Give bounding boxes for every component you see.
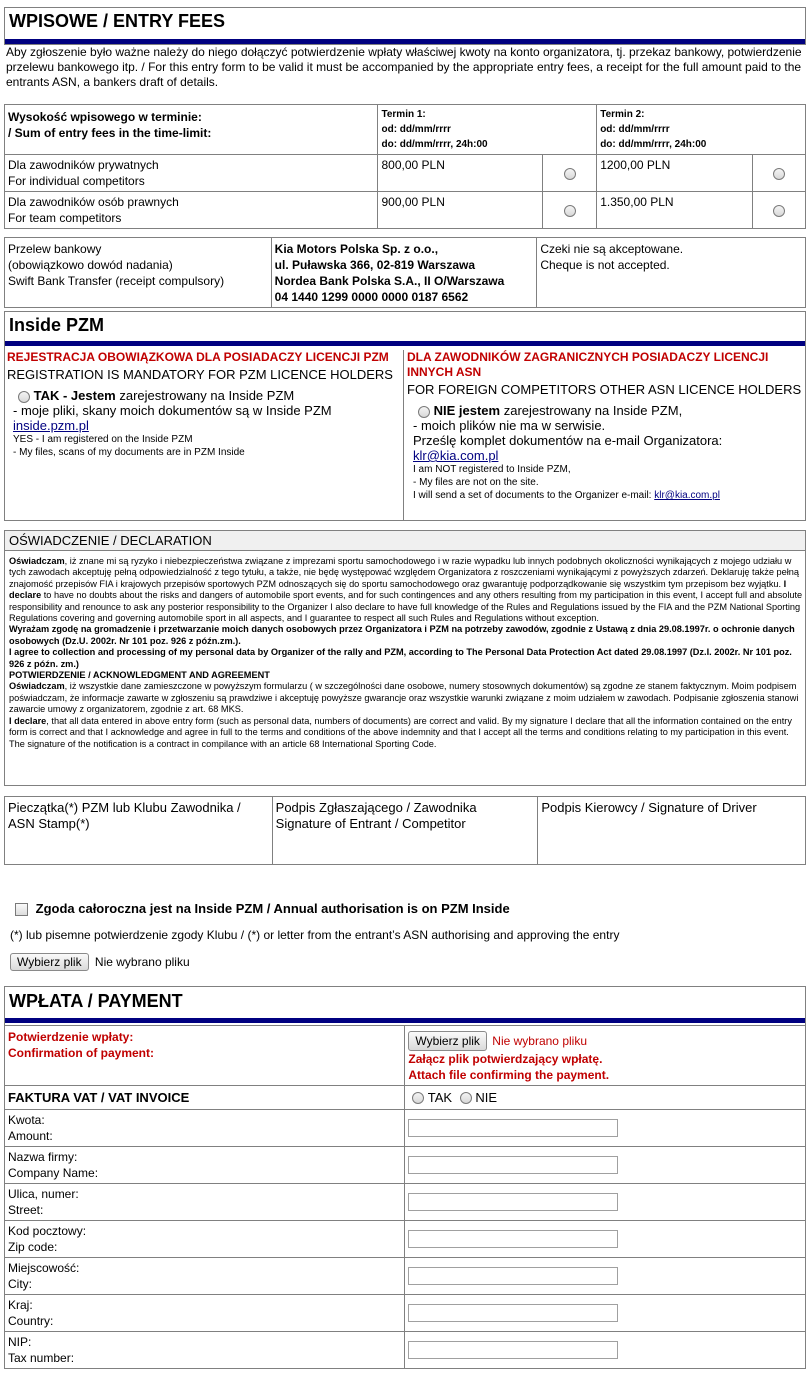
inside-pzm-title: Inside PZM [9,315,105,335]
company-name-label: Nazwa firmy: Company Name: [5,1147,405,1184]
inside-pzm-right-column [407,350,803,502]
signatures-table [4,796,806,865]
vat-invoice-label: FAKTURA VAT / VAT INVOICE [5,1086,405,1110]
registered-yes-desc: - moje pliki, skany moich dokumentów są w Inside PZM [13,403,332,418]
entry-fees-table [4,104,806,229]
navy-divider [5,1018,805,1023]
fee-term1-radio[interactable] [564,205,576,217]
payment-confirmation-label: Potwierdzenie wpłaty: Confirmation of payment: [5,1026,405,1086]
declaration-section [4,530,806,786]
zip-code-input[interactable] [408,1230,618,1248]
bank-account-details: Kia Motors Polska Sp. z o.o., ul. Puławska 366, 02-819 Warszawa Nordea Bank Polska S.A., II O/Warszawa 04 1440 1299 0000 0000 0187 6562 [271,238,537,308]
table-row [5,1258,806,1295]
entrant-signature-field: Podpis Zgłaszającego / Zawodnika Signature of Entrant / Competitor [272,797,538,865]
asn-letter-note: (*) lub pisemne potwierdzenie zgody Klubu / (*) or letter from the entrant’s ASN authorising and approving the entry [10,928,620,942]
country-label: Kraj: Country: [5,1295,405,1332]
declaration-title: OŚWIADCZENIE / DECLARATION [5,531,805,551]
organizer-email-link[interactable]: klr@kia.com.pl [413,448,499,463]
table-row [5,1221,806,1258]
term1-header: Termin 1: od: dd/mm/rrrr do: dd/mm/rrrr, 24h:00 [378,105,597,155]
registered-yes-en: YES - I am registered on the Inside PZM [13,434,193,445]
registered-no-en-send: I will send a set of documents to the Organizer e-mail: klr@kia.com.pl [413,490,720,501]
choose-file-button[interactable]: Wybierz plik [10,953,89,971]
fee-term1-radio[interactable] [564,168,576,180]
registered-no-en: I am NOT registered to Inside PZM, [413,464,571,475]
payment-header [4,986,806,1026]
street-input[interactable] [408,1193,618,1211]
bank-transfer-table [4,237,806,308]
inside-pzm-left-column [7,350,404,520]
city-input[interactable] [408,1267,618,1285]
foreign-competitors-subheading: FOR FOREIGN COMPETITORS OTHER ASN LICENCE HOLDERS [407,382,802,397]
registered-no-desc: - moich plików nie ma w serwisie. [413,418,606,433]
registered-yes-option: TAK - Jestem zarejestrowany na Inside PZM [7,388,403,403]
amount-input[interactable] [408,1119,618,1137]
attach-file-note-en: Attach file confirming the payment. [408,1068,610,1082]
inside-pzm-section [4,311,806,521]
street-label: Ulica, numer: Street: [5,1184,405,1221]
tax-number-label: NIP: Tax number: [5,1332,405,1369]
table-row [5,1184,806,1221]
bank-transfer-label: Przelew bankowy (obowiązkowo dowód nadania) Swift Bank Transfer (receipt compulsory) [5,238,272,308]
fee-term2-radio[interactable] [773,205,785,217]
registered-yes-en-files: - My files, scans of my documents are in PZM Inside [13,447,245,458]
annual-authorisation-label: Zgoda całoroczna jest na Inside PZM / Annual authorisation is on PZM Inside [35,901,510,916]
organizer-email-link-small[interactable]: klr@kia.com.pl [654,490,720,501]
country-input[interactable] [408,1304,618,1322]
table-row [5,1147,806,1184]
vat-invoice-no-label: NIE [475,1089,497,1105]
table-row [5,1332,806,1369]
city-label: Miejscowość: City: [5,1258,405,1295]
foreign-competitors-heading: DLA ZAWODNIKÓW ZAGRANICZNYCH POSIADACZY LICENCJI INNYCH ASN [407,350,769,379]
registered-no-en-files: - My files are not on the site. [413,477,539,488]
navy-divider [5,39,805,44]
fee-term1-value: 900,00 PLN [378,192,543,229]
entry-fees-intro: Aby zgłoszenie było ważne należy do niego dołączyć potwierdzenie wpłaty właściwej kwoty na konto organizatora, tj. przekaz bankowy, potwierdzenie przelewu bankowego itp. / For this entry form to be valid it must be accompanied by the appropriate entry fees, a receipt for the full amount paid to the entrants ASN, a bankers draft of details. [6,45,802,89]
registered-no-send: Prześlę komplet dokumentów na e-mail Organizatora: [413,433,723,448]
payment-table [4,1025,806,1369]
cheque-note: Czeki nie są akceptowane. Cheque is not accepted. [537,238,806,308]
vat-invoice-yes-label: TAK [427,1089,453,1105]
vat-invoice-options [405,1086,806,1110]
attach-file-note-pl: Załącz plik potwierdzający wpłatę. [408,1052,603,1066]
registered-no-radio[interactable] [418,406,430,418]
fee-term2-radio[interactable] [773,168,785,180]
registration-mandatory-heading: REJESTRACJA OBOWIĄZKOWA DLA POSIADACZY LICENCJI PZM [7,350,389,364]
annual-authorisation-checkbox[interactable] [15,903,28,916]
fee-row-label: Dla zawodników prywatnych For individual competitors [5,155,378,192]
table-row [5,192,806,229]
vat-invoice-no-radio[interactable] [460,1092,472,1104]
vat-invoice-yes-radio[interactable] [412,1092,424,1104]
asn-stamp-field: Pieczątka(*) PZM lub Klubu Zawodnika / ASN Stamp(*) [5,797,273,865]
payment-file-status: Nie wybrano pliku [492,1034,587,1048]
fee-header-label: Wysokość wpisowego w terminie: / Sum of entry fees in the time-limit: [5,105,378,155]
tax-number-input[interactable] [408,1341,618,1359]
registration-mandatory-subheading: REGISTRATION IS MANDATORY FOR PZM LICENCE HOLDERS [7,367,393,382]
navy-divider [5,341,805,346]
table-row [5,1295,806,1332]
amount-label: Kwota: Amount: [5,1110,405,1147]
table-row [5,155,806,192]
registered-yes-radio[interactable] [18,391,30,403]
fee-row-label: Dla zawodników osób prawnych For team competitors [5,192,378,229]
file-status: Nie wybrano pliku [94,955,190,969]
declaration-text: Oświadczam, iż znane mi są ryzyko i niebezpieczeństwa związane z imprezami sportu samochodowego i w razie wypadku lub innych podobnych okoliczności wynikających z mojego udziału w tych zawodach akceptuję pełną odpowiedzialność z tego tytułu, a także, nie będę występować względem Organizatora z roszczeniami wynikającymi z powyższych zdarzeń. Deklaruję także pełną znajomość przepisów FIA i krajowych przepisów sportowych PZM odnoszących się do sportu samochodowego oraz gwarantuję podporządkowanie się wszystkim tym przepisom bez wyjątku. I declare to have no doubts about the risks and dangers of automobile sport events, and for such contingences and any others resulting from my participation in this event, I accept full and absolute responsibility and renounce to ask any posterior responsibility to the Organizer I also declare to have full knowledge of the Rules and Regulations issued by the FIA and the PZM National Sporting Regulations covering and governing automobile sport in all aspects, and I guarantee to respect all such Rules and Regulations without exception. Wyrażam zgodę na gromadzenie i przetwarzanie moich danych osobowych przez Organizatora i PZM na potrzeby zawodów, zgodnie z Ustawą z dnia 29.08.1997r. o ochronie danych osobowych (Dz.U. 2002r. Nr 101 poz. 926 z późn.zm.). I agree to collection and processing of my personal data by Organizer of the rally and PZM, according to The Personal Data Protection Act dated 29.08.1997 (Dz.I. 2002r. Nr 101 poz. 926 z późn. zm.) POTWIERDZENIE / ACKNOWLEDGMENT AND AGREEMENT Oświadczam, iż wszystkie dane zamieszczone w powyższym formularzu ( w szczególności dane osobowe, numery stosownych dokumentów) są zgodne ze stanem faktycznym. Moim podpisem poświadczam, że informacje zawarte w zgłoszeniu są prawdziwe i akceptuję powyższe gwarancje oraz wszystkie warunki związane z moim udziałem w zawodach. Podpisanie zgłoszenia stanowi zawarcie umowy z organizatorem, zgodnie z art. 68 MKS. I declare, that all data entered in above entry form (such as personal data, numbers of documents) are correct and valid. By my signature I declare that all the information contained on the entry form is correct and that I acknowledge and agree in full to the terms and conditions of the above indemnity and that I accept all the terms and conditions relating to my participation in this event. The signature of the notification is a contract in compilance with an article 68 International Sporting Code. [9,556,803,749]
registered-no-option: NIE jestem zarejestrowany na Inside PZM, [407,403,803,418]
company-name-input[interactable] [408,1156,618,1174]
choose-payment-file-button[interactable]: Wybierz plik [408,1031,487,1051]
term2-header: Termin 2: od: dd/mm/rrrr do: dd/mm/rrrr, 24h:00 [597,105,806,155]
entry-fees-title: WPISOWE / ENTRY FEES [9,11,226,31]
payment-upload-cell [405,1026,806,1086]
table-row [5,1110,806,1147]
entry-fees-header [4,7,806,45]
asn-file-upload [10,953,190,971]
fee-term2-value: 1.350,00 PLN [597,192,753,229]
driver-signature-field: Podpis Kierowcy / Signature of Driver [538,797,806,865]
inside-pzm-link[interactable]: inside.pzm.pl [13,418,89,433]
fee-term1-value: 800,00 PLN [378,155,543,192]
payment-title: WPŁATA / PAYMENT [9,991,183,1011]
zip-code-label: Kod pocztowy: Zip code: [5,1221,405,1258]
annual-authorisation-row [15,901,510,916]
fee-term2-value: 1200,00 PLN [597,155,753,192]
